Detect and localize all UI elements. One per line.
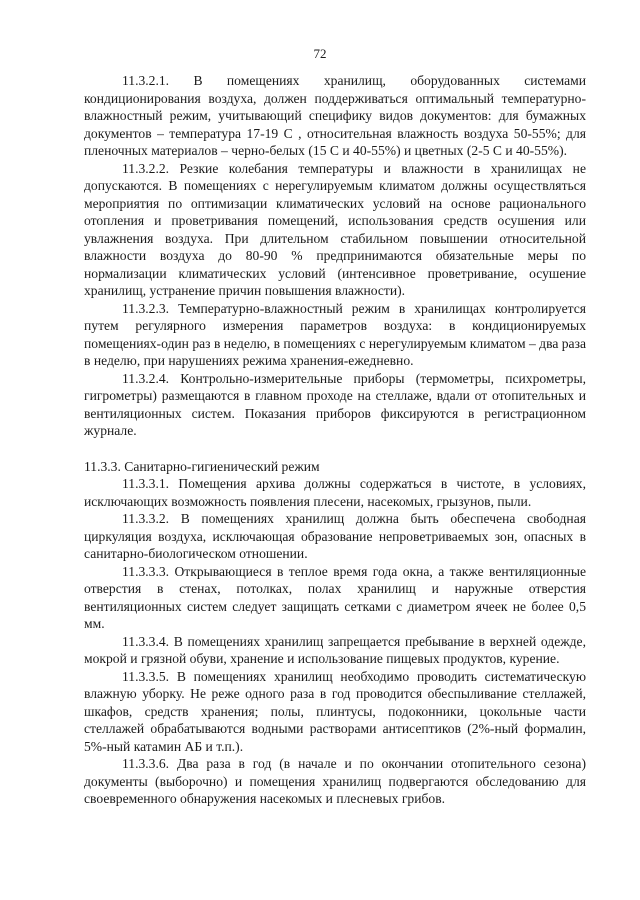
paragraph-11-3-2-4: 11.3.2.4. Контрольно-измерительные приборы (термометры, психрометры, гигрометры) размещаются в главном проходе на стеллаже, вдали от отопительных и вентиляционных систем. Показания приборов фиксируются в регистрационном журнале. [84,370,586,438]
page-number: 72 [313,46,327,61]
paragraph-11-3-2-1: 11.3.2.1. В помещениях хранилищ, оборудованных системами кондиционирования воздуха, должен поддерживаться оптимальный температурно-влажностный режим, учитывающий специфику видов документов: для бумажных документов – температура 17-19 С , относительная влажность воздуха 50-55%; для пленочных материалов – черно-белых (15 С и 40-55%) и цветных (2-5 С и 40-55%). [84,73,586,158]
section-heading: 11.3.3. Санитарно-гигиенический режим [84,458,320,474]
paragraph-11-3-3-4: 11.3.3.4. В помещениях хранилищ запрещается пребывание в верхней одежде, мокрой и грязной обуви, хранение и использование пищевых продуктов, курение. [84,633,586,666]
paragraph-11-3-3-6: 11.3.3.6. Два раза в год (в начале и по окончании отопительного сезона) документы (выборочно) и помещения хранилищ подвергаются обследованию для своевременного обнаружения насекомых и плесневых грибов. [84,756,586,806]
document-body [84,72,586,808]
paragraph-11-3-3-1: 11.3.3.1. Помещения архива должны содержаться в чистоте, в условиях, исключающих возможность появления плесени, насекомых, грызунов, пыли. [84,476,586,509]
paragraph-11-3-3-5: 11.3.3.5. В помещениях хранилищ необходимо проводить систематическую влажную уборку. Не реже одного раза в год проводится обеспыливание стеллажей, шкафов, средств хранения; полы, плинтусы, подоконники, цокольные части стеллажей обрабатываются водными растворами антисептиков (2%-ный формалин, 5%-ный катамин АБ и т.п.). [84,668,586,754]
paragraph-11-3-3-3: 11.3.3.3. Открывающиеся в теплое время года окна, а также вентиляционные отверстия в стенах, потолках, полах хранилищ и наружные отверстия вентиляционных систем следует защищать сетками с диаметром ячеек не более 0,5 мм. [84,563,586,631]
paragraph-11-3-2-2: 11.3.2.2. Резкие колебания температуры и влажности в хранилищах не допускаются. В помещениях с нерегулируемым климатом должны осуществляться мероприятия по оптимизации климатических условий на основе рационального отопления и проветривания помещений, использования средств осушения или увлажнения воздуха. При длительном стабильном повышении относительной влажности воздуха до 80-90 % предпринимаются обязательные меры по нормализации климатических условий (интенсивное проветривание, осушение хранилищ, устранение причин повышения влажности). [84,160,586,298]
paragraph-11-3-2-3: 11.3.2.3. Температурно-влажностный режим в хранилищах контролируется путем регулярного измерения параметров воздуха: в кондиционируемых помещениях-один раз в неделю, в помещениях с нерегулируемым климатом – два раза в неделю, при нарушениях режима хранения-ежедневно. [84,300,586,368]
paragraph-11-3-3-2: 11.3.3.2. В помещениях хранилищ должна быть обеспечена свободная циркуляция воздуха, исключающая образование непроветриваемых зон, опасных в санитарно-биологическом отношении. [84,511,586,561]
